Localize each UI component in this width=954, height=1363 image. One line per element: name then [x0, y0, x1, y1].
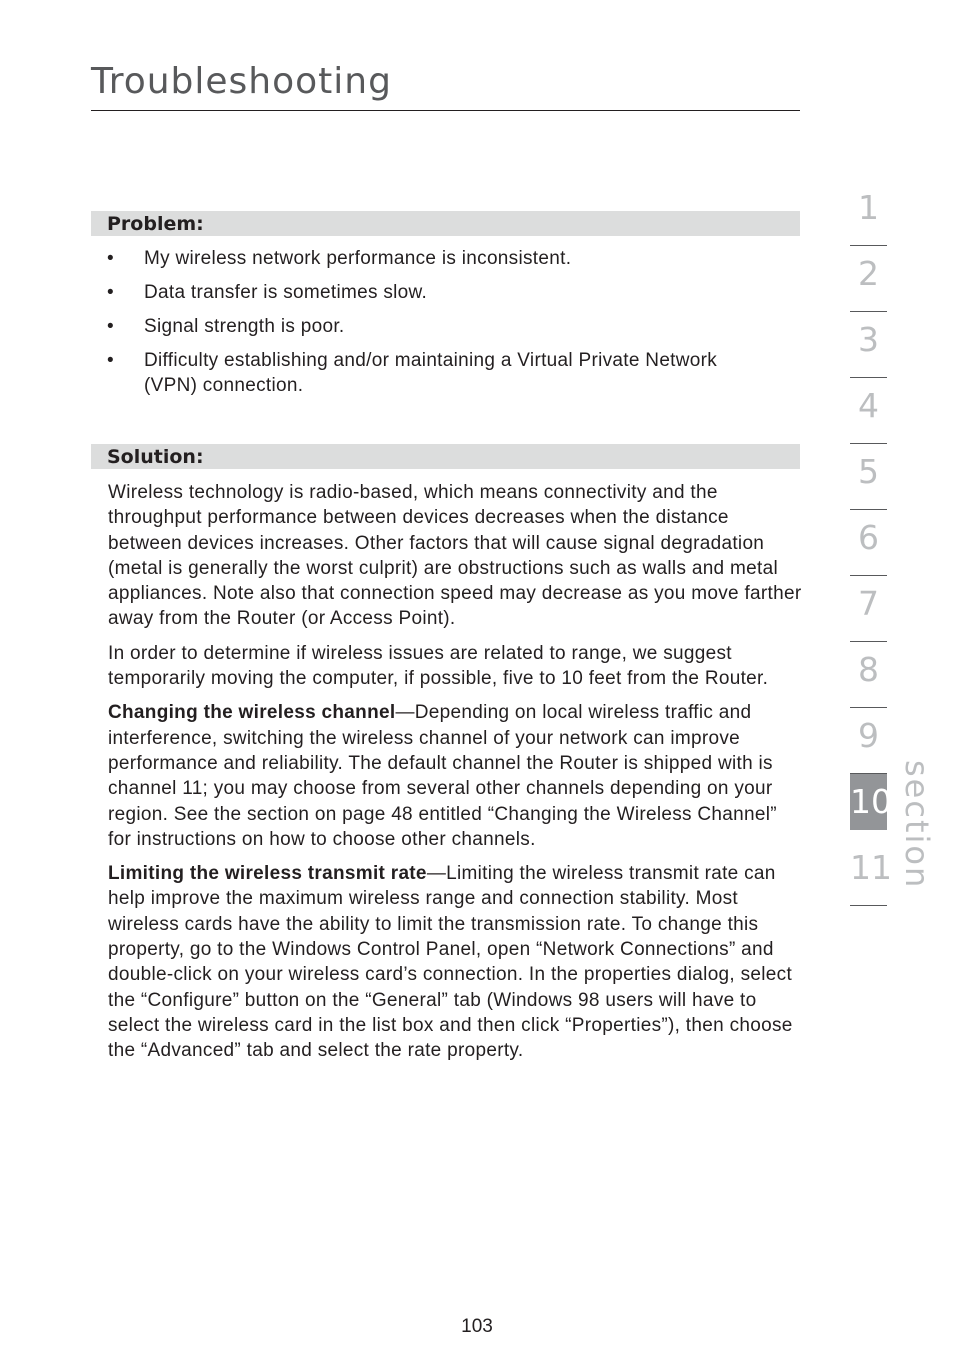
page-number: 103: [461, 1316, 493, 1337]
bullet-icon: •: [107, 350, 114, 371]
bullet-icon: •: [107, 248, 114, 269]
list-item-text: Difficulty establishing and/or maintaining a Virtual Private Network (VPN) connection.: [144, 350, 718, 396]
solution-paragraph: Wireless technology is radio-based, which means connectivity and the throughput performance between devices decreases when the distance between devices increases. Other factors that will cause signal degradation (metal is generally the worst culprit) are obstructions such as walls and metal appliances. Note also that connection speed may decrease as you move farther away from the Router (or Access Point).: [108, 482, 802, 630]
section-tab-4[interactable]: 4: [850, 378, 887, 444]
section-tab-10-active[interactable]: 10: [850, 774, 887, 830]
list-item: [104, 348, 764, 398]
section-tab-9[interactable]: 9: [850, 708, 887, 774]
page-title: Troubleshooting: [91, 61, 392, 102]
section-label: section: [898, 760, 936, 890]
solution-body: [108, 480, 802, 1073]
rate-text: —Limiting the wireless transmit rate can help improve the maximum wireless range and connection stability. Most wireless cards have the ability to limit the transmission rate. To change this property, go to the Windows Control Panel, open “Network Connections” and double-click on your wireless card’s connection. In the properties dialog, select the “Configure” button on the “General” tab (Windows 98 users will have to select the wireless card in the list box and then click “Properties”), then choose the “Advanced” tab and select the rate property.: [108, 863, 793, 1062]
section-tab-8[interactable]: 8: [850, 642, 887, 708]
section-tab-11[interactable]: 11: [850, 840, 887, 906]
section-tab-3[interactable]: 3: [850, 312, 887, 378]
list-item-text: My wireless network performance is inconsistent.: [144, 248, 572, 269]
bullet-icon: •: [107, 282, 114, 303]
section-tab-5[interactable]: 5: [850, 444, 887, 510]
problem-heading: Problem:: [91, 211, 800, 236]
channel-lead: Changing the wireless channel: [108, 702, 396, 724]
section-tab-6[interactable]: 6: [850, 510, 887, 576]
list-item: [104, 246, 764, 271]
list-item-text: Signal strength is poor.: [144, 316, 345, 337]
section-tab-1[interactable]: 1: [850, 180, 887, 246]
bullet-icon: •: [107, 316, 114, 337]
solution-paragraph: In order to determine if wireless issues are related to range, we suggest temporarily moving the computer, if possible, five to 10 feet from the Router.: [108, 642, 769, 690]
list-item-text: Data transfer is sometimes slow.: [144, 282, 428, 303]
title-rule: [91, 110, 800, 111]
rate-paragraph: [108, 861, 802, 1063]
list-item: [104, 280, 764, 305]
channel-text: —Depending on local wireless traffic and interference, switching the wireless channel of your network can improve performance and reliability. The default channel the Router is shipped with is channel 11; you may choose from several other channels depending on your region. See the section on page 48 entitled “Changing the Wireless Channel” for instructions on how to choose other channels.: [108, 702, 777, 850]
section-tab-7[interactable]: 7: [850, 576, 887, 642]
solution-heading: Solution:: [91, 444, 800, 469]
channel-paragraph: [108, 700, 802, 852]
list-item: [104, 314, 764, 339]
problem-list: [104, 246, 764, 407]
rate-lead: Limiting the wireless transmit rate: [108, 863, 427, 885]
section-nav: [850, 180, 892, 906]
section-tab-2[interactable]: 2: [850, 246, 887, 312]
